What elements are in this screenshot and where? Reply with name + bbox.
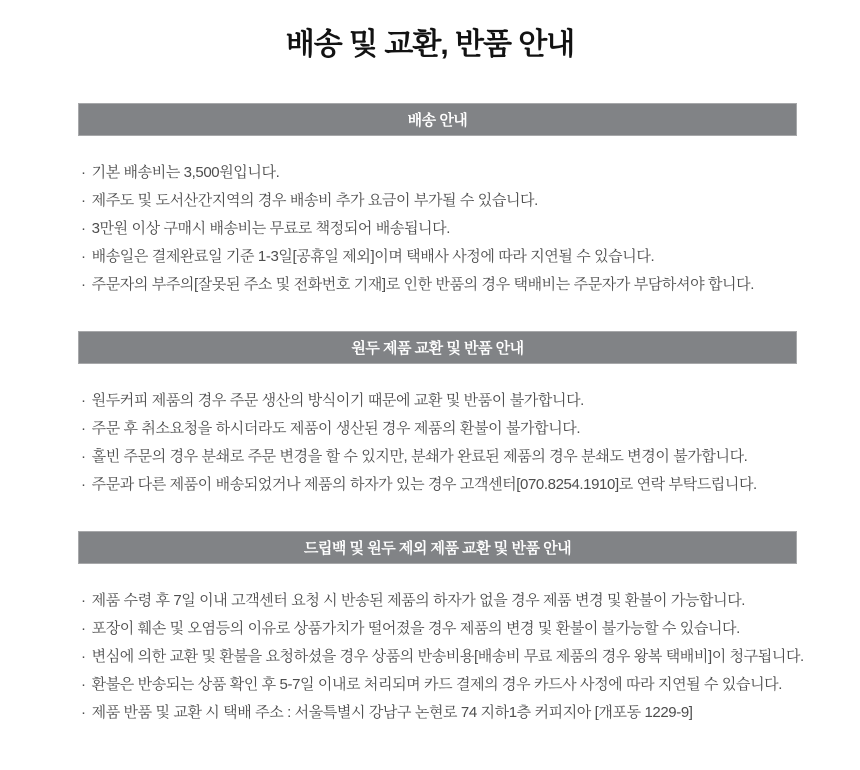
list-item-text: 홀빈 주문의 경우 분쇄로 주문 변경을 할 수 있지만, 분쇄가 완료된 제품의 경우 분쇄도 변경이 불가합니다.	[91, 448, 748, 465]
list-item	[81, 243, 797, 271]
bullet-icon: ·	[81, 476, 86, 493]
bullet-icon: ·	[81, 276, 86, 293]
bullet-icon: ·	[81, 676, 86, 693]
shipping-notes-list	[78, 159, 797, 299]
dripbag-exchange-notes-list	[78, 587, 804, 727]
bullet-icon: ·	[81, 164, 86, 181]
bullet-icon: ·	[81, 592, 86, 609]
bullet-icon: ·	[81, 248, 86, 265]
page-title: 배송 및 교환, 반품 안내	[285, 28, 575, 61]
list-item-text: 변심에 의한 교환 및 환불을 요청하셨을 경우 상품의 반송비용[배송비 무료 제품의 경우 왕복 택배비]이 청구됩니다.	[91, 648, 804, 665]
list-item	[81, 671, 797, 699]
list-item	[81, 415, 797, 443]
list-item	[81, 271, 797, 299]
list-item	[81, 187, 797, 215]
list-item-text: 배송일은 결제완료일 기준 1-3일[공휴일 제외]이며 택배사 사정에 따라 지연될 수 있습니다.	[91, 248, 655, 265]
bullet-icon: ·	[81, 448, 86, 465]
bean-exchange-notes-list	[78, 387, 797, 499]
list-item	[81, 387, 797, 415]
bullet-icon: ·	[81, 392, 86, 409]
list-item-text: 기본 배송비는 3,500원입니다.	[91, 164, 280, 181]
bullet-icon: ·	[81, 648, 86, 665]
list-item	[81, 699, 797, 727]
list-item	[81, 615, 797, 643]
list-item	[81, 443, 797, 471]
list-item	[81, 587, 797, 615]
bullet-icon: ·	[81, 192, 86, 209]
bullet-icon: ·	[81, 620, 86, 637]
list-item-text: 주문과 다른 제품이 배송되었거나 제품의 하자가 있는 경우 고객센터[070.8254.1910]로 연락 부탁드립니다.	[91, 476, 757, 493]
list-item-text: 제품 반품 및 교환 시 택배 주소 : 서울특별시 강남구 논현로 74 지하1층 커피지아 [개포동 1229-9]	[91, 704, 693, 721]
list-item	[81, 471, 797, 499]
list-item-text: 주문 후 취소요청을 하시더라도 제품이 생산된 경우 제품의 환불이 불가합니다.	[91, 420, 581, 437]
list-item	[81, 159, 797, 187]
list-item-text: 포장이 훼손 및 오염등의 이유로 상품가치가 떨어졌을 경우 제품의 변경 및 환불이 불가능할 수 있습니다.	[91, 620, 740, 637]
list-item	[81, 643, 804, 671]
section-shipping-guide	[78, 103, 797, 299]
list-item	[81, 215, 797, 243]
list-item-text: 주문자의 부주의[잘못된 주소 및 전화번호 기재]로 인한 반품의 경우 택배비는 주문자가 부담하셔야 합니다.	[91, 276, 754, 293]
list-item-text: 제품 수령 후 7일 이내 고객센터 요청 시 반송된 제품의 하자가 없을 경우 제품 변경 및 환불이 가능합니다.	[91, 592, 746, 609]
section-header-shipping: 배송 안내	[78, 103, 797, 136]
list-item-text: 환불은 반송되는 상품 확인 후 5-7일 이내로 처리되며 카드 결제의 경우 카드사 사정에 따라 지연될 수 있습니다.	[91, 676, 783, 693]
section-header-bean-exchange: 원두 제품 교환 및 반품 안내	[78, 331, 797, 364]
content-area	[78, 103, 804, 727]
bullet-icon: ·	[81, 704, 86, 721]
bullet-icon: ·	[81, 220, 86, 237]
bullet-icon: ·	[81, 420, 86, 437]
section-dripbag-exchange-return	[78, 531, 804, 727]
section-bean-exchange-return	[78, 331, 797, 499]
list-item-text: 3만원 이상 구매시 배송비는 무료로 책정되어 배송됩니다.	[91, 220, 450, 237]
section-header-dripbag-exchange: 드립백 및 원두 제외 제품 교환 및 반품 안내	[78, 531, 797, 564]
list-item-text: 원두커피 제품의 경우 주문 생산의 방식이기 때문에 교환 및 반품이 불가합니다.	[91, 392, 584, 409]
list-item-text: 제주도 및 도서산간지역의 경우 배송비 추가 요금이 부가될 수 있습니다.	[91, 192, 538, 209]
